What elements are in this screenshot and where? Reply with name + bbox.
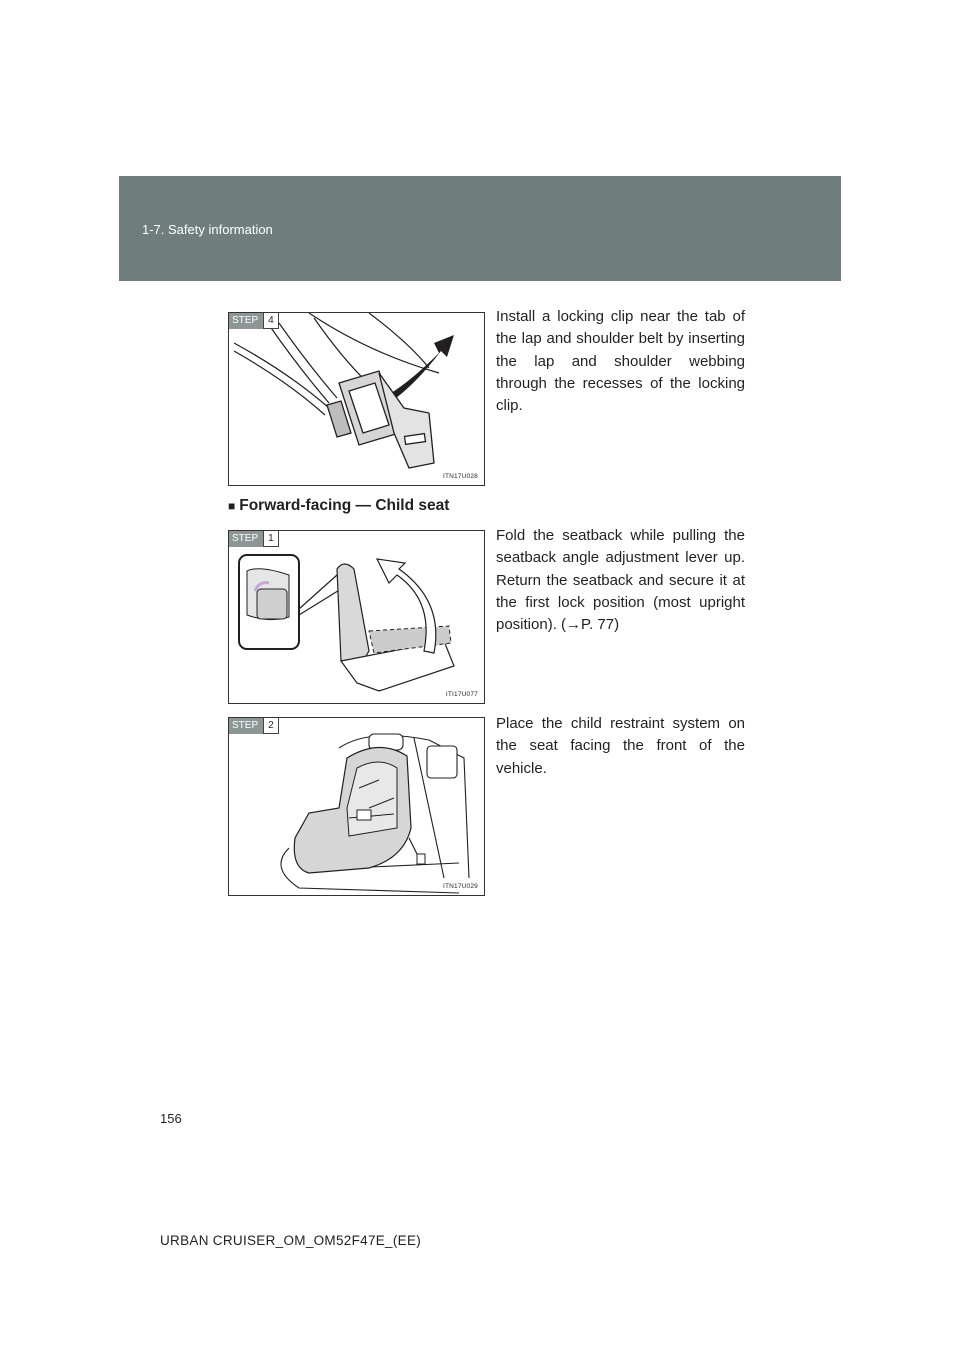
step-label xyxy=(229,531,279,547)
step-label xyxy=(229,718,279,734)
header-band xyxy=(119,176,841,281)
step-word: STEP xyxy=(229,313,263,329)
heading-bullet: ■ xyxy=(228,499,236,513)
section-heading xyxy=(228,497,449,515)
locking-clip-illustration xyxy=(229,313,484,485)
figure-code: ITN17U029 xyxy=(442,883,478,890)
step-word: STEP xyxy=(229,531,263,547)
page-number: 156 xyxy=(160,1111,182,1126)
figure-locking-clip xyxy=(228,312,485,486)
step-label xyxy=(229,313,279,329)
figure-code: ITN17U028 xyxy=(442,473,478,480)
seatback-illustration xyxy=(229,531,484,703)
section-title: 1-7. Safety information xyxy=(142,222,273,237)
step-1-text: Fold the seatback while pulling the seatback angle adjustment lever up. Return the seatback and secure it at the first lock position (most upright position). (→P. 77) xyxy=(496,527,745,634)
child-seat-illustration xyxy=(229,718,484,895)
step-number: 1 xyxy=(263,531,279,547)
figure-seatback-fold xyxy=(228,530,485,704)
figure-child-seat xyxy=(228,717,485,896)
step-word: STEP xyxy=(229,718,263,734)
step-4-text: Install a locking clip near the tab of the lap and shoulder belt by inserting the lap and shoulder webbing through the recesses of the locking clip. xyxy=(496,308,745,415)
step-number: 2 xyxy=(263,718,279,734)
figure-code: ITI17U077 xyxy=(445,691,478,698)
step-2-text: Place the child restraint system on the seat facing the front of the vehicle. xyxy=(496,715,745,777)
step-number: 4 xyxy=(263,313,279,329)
heading-text: Forward-facing — Child seat xyxy=(239,497,450,514)
document-code: URBAN CRUISER_OM_OM52F47E_(EE) xyxy=(160,1233,422,1248)
